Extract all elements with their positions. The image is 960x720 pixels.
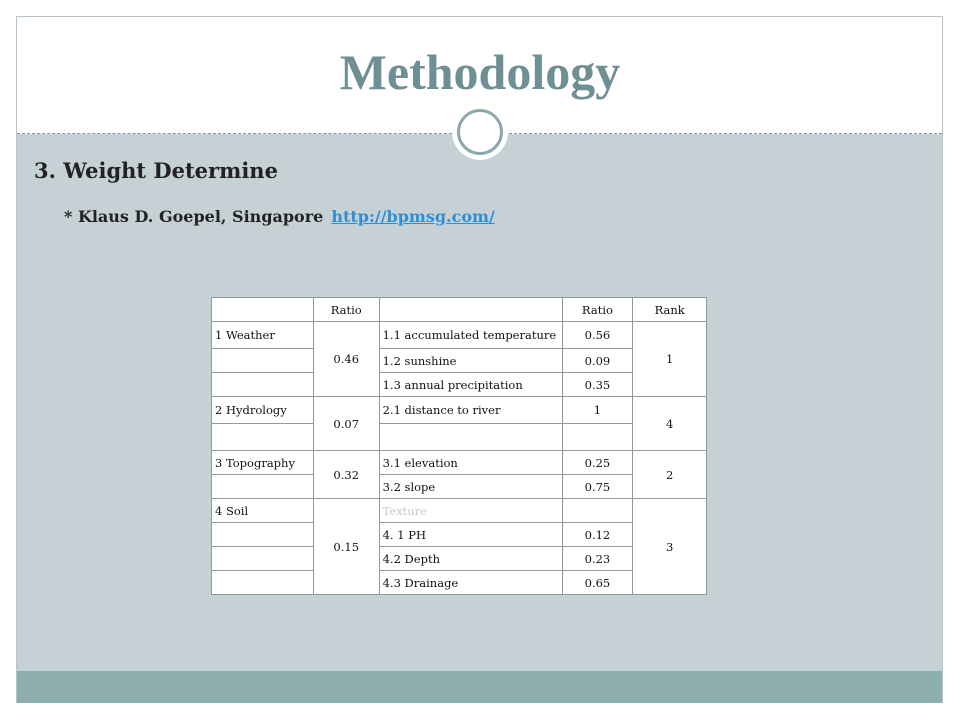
- table-cell: [212, 547, 314, 571]
- header-rank: Rank: [633, 298, 707, 322]
- criterion-rank: 4: [633, 397, 707, 451]
- criterion-rank: 1: [633, 322, 707, 397]
- table-row: [212, 397, 707, 424]
- table-cell: [212, 571, 314, 595]
- subcriterion-ratio: 0.09: [562, 349, 633, 373]
- criterion-name: 1 Weather: [212, 322, 314, 349]
- slide-title: Methodology: [339, 44, 621, 100]
- subcriterion-ratio: [562, 499, 633, 523]
- table-row: [212, 547, 707, 571]
- subcriterion-label: 4. 1 PH: [379, 523, 562, 547]
- source-link[interactable]: http://bpmsg.com/: [331, 207, 495, 226]
- table-cell: [212, 298, 314, 322]
- subcriterion-ratio: 1: [562, 397, 633, 424]
- subcriterion-label: 4.3 Drainage: [379, 571, 562, 595]
- table-cell: [212, 373, 314, 397]
- weights-table: [211, 297, 707, 595]
- subcriterion-label: 1.3 annual precipitation: [379, 373, 562, 397]
- footer-band: [17, 671, 942, 703]
- subcriterion-label: 4.2 Depth: [379, 547, 562, 571]
- subcriterion-ratio: 0.12: [562, 523, 633, 547]
- table-row: [212, 499, 707, 523]
- credit-text: * Klaus D. Goepel, Singapore: [64, 207, 324, 226]
- criterion-ratio: 0.15: [313, 499, 379, 595]
- subcriterion-label: 1.2 sunshine: [379, 349, 562, 373]
- table-row: [212, 451, 707, 475]
- circle-ornament-icon: [452, 104, 508, 160]
- table-cell: [212, 424, 314, 451]
- table-cell: [562, 424, 633, 451]
- criterion-name: 2 Hydrology: [212, 397, 314, 424]
- criterion-ratio: 0.07: [313, 397, 379, 451]
- table-row: [212, 349, 707, 373]
- criterion-rank: 2: [633, 451, 707, 499]
- table-cell: [212, 523, 314, 547]
- divider-right: [509, 133, 942, 134]
- subcriterion-ratio: 0.75: [562, 475, 633, 499]
- criterion-ratio: 0.46: [313, 322, 379, 397]
- table-row: [212, 475, 707, 499]
- subcriterion-ratio: 0.23: [562, 547, 633, 571]
- table-cell: [379, 424, 562, 451]
- table-row: [212, 571, 707, 595]
- subcriterion-label: 2.1 distance to river: [379, 397, 562, 424]
- criterion-name: 3 Topography: [212, 451, 314, 475]
- header-ratio: Ratio: [313, 298, 379, 322]
- subcriterion-ratio: 0.25: [562, 451, 633, 475]
- table-cell: [212, 349, 314, 373]
- criterion-rank: 3: [633, 499, 707, 595]
- subcriterion-ratio: 0.65: [562, 571, 633, 595]
- table-cell: [212, 475, 314, 499]
- subcriterion-label: Texture: [379, 499, 562, 523]
- divider-left: [17, 133, 452, 134]
- criterion-ratio: 0.32: [313, 451, 379, 499]
- criterion-name: 4 Soil: [212, 499, 314, 523]
- subcriterion-label: 3.1 elevation: [379, 451, 562, 475]
- subcriterion-ratio: 0.56: [562, 322, 633, 349]
- table-row: [212, 373, 707, 397]
- credit-line: [64, 207, 495, 226]
- table-row: [212, 424, 707, 451]
- section-heading: 3. Weight Determine: [34, 158, 278, 183]
- table-row: [212, 322, 707, 349]
- subcriterion-label: 3.2 slope: [379, 475, 562, 499]
- table-header-row: [212, 298, 707, 322]
- subcriterion-label: 1.1 accumulated temperature: [379, 322, 562, 349]
- table-cell: [379, 298, 562, 322]
- table-row: [212, 523, 707, 547]
- header-sub-ratio: Ratio: [562, 298, 633, 322]
- subcriterion-ratio: 0.35: [562, 373, 633, 397]
